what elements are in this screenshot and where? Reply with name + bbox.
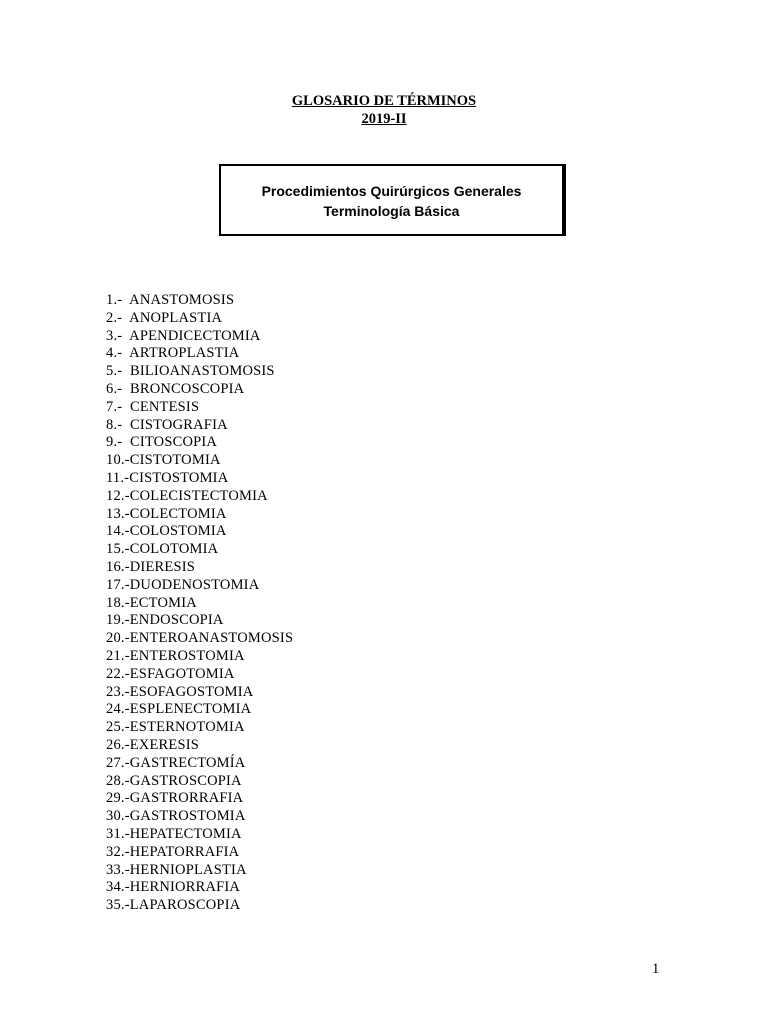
term-item: 21.-ENTEROSTOMIA	[106, 647, 245, 664]
term-item: 29.-GASTRORRAFIA	[106, 790, 244, 807]
term-item: 1.- ANASTOMOSIS	[106, 292, 235, 308]
term-item: 17.-DUODENOSTOMIA	[106, 576, 260, 593]
term-item: 13.-COLECTOMIA	[106, 505, 227, 522]
term-item: 12.-COLECISTECTOMIA	[106, 487, 268, 504]
term-item: 8.- CISTOGRAFIA	[106, 416, 228, 433]
term-item: 16.-DIERESIS	[106, 558, 195, 575]
term-item: 25.-ESTERNOTOMIA	[106, 719, 245, 736]
term-item: 28.-GASTROSCOPIA	[106, 772, 242, 789]
term-item: 9.- CITOSCOPIA	[106, 434, 218, 451]
document-subtitle: 2019-II	[361, 111, 407, 127]
term-item: 31.-HEPATECTOMIA	[106, 825, 242, 842]
term-item: 14.-COLOSTOMIA	[106, 523, 227, 540]
topic-box-line2: Terminología Básica	[323, 203, 460, 219]
terms-list	[106, 292, 293, 915]
term-item: 33.-HERNIOPLASTIA	[106, 861, 247, 878]
term-item: 2.- ANOPLASTIA	[106, 309, 223, 326]
term-item: 5.- BILIOANASTOMOSIS	[106, 363, 275, 380]
topic-box	[219, 164, 566, 236]
term-item: 24.-ESPLENECTOMIA	[106, 701, 252, 718]
term-item: 15.-COLOTOMIA	[106, 541, 219, 558]
document-title: GLOSARIO DE TÉRMINOS	[291, 93, 477, 109]
term-item: 35.-LAPAROSCOPIA	[106, 897, 241, 914]
term-item: 26.-EXERESIS	[106, 736, 200, 753]
term-item: 20.-ENTEROANASTOMOSIS	[106, 630, 294, 647]
term-item: 18.-ECTOMIA	[106, 594, 197, 611]
term-item: 3.- APENDICECTOMIA	[106, 327, 261, 344]
term-item: 30.-GASTROSTOMIA	[106, 808, 246, 825]
term-item: 27.-GASTRECTOMÍA	[106, 754, 246, 771]
term-item: 7.- CENTESIS	[106, 398, 200, 415]
term-item: 32.-HEPATORRAFIA	[106, 843, 240, 860]
term-item: 6.- BRONCOSCOPIA	[106, 380, 245, 397]
topic-box-line1: Procedimientos Quirúrgicos Generales	[261, 183, 522, 199]
page-number: 1	[652, 961, 660, 977]
term-item: 4.- ARTROPLASTIA	[106, 345, 240, 362]
term-item: 19.-ENDOSCOPIA	[106, 612, 224, 629]
term-item: 10.-CISTOTOMIA	[106, 452, 221, 469]
term-item: 22.-ESFAGOTOMIA	[106, 665, 235, 682]
term-item: 11.-CISTOSTOMIA	[106, 469, 229, 486]
term-item: 23.-ESOFAGOSTOMIA	[106, 683, 254, 700]
term-item: 34.-HERNIORRAFIA	[106, 879, 241, 896]
